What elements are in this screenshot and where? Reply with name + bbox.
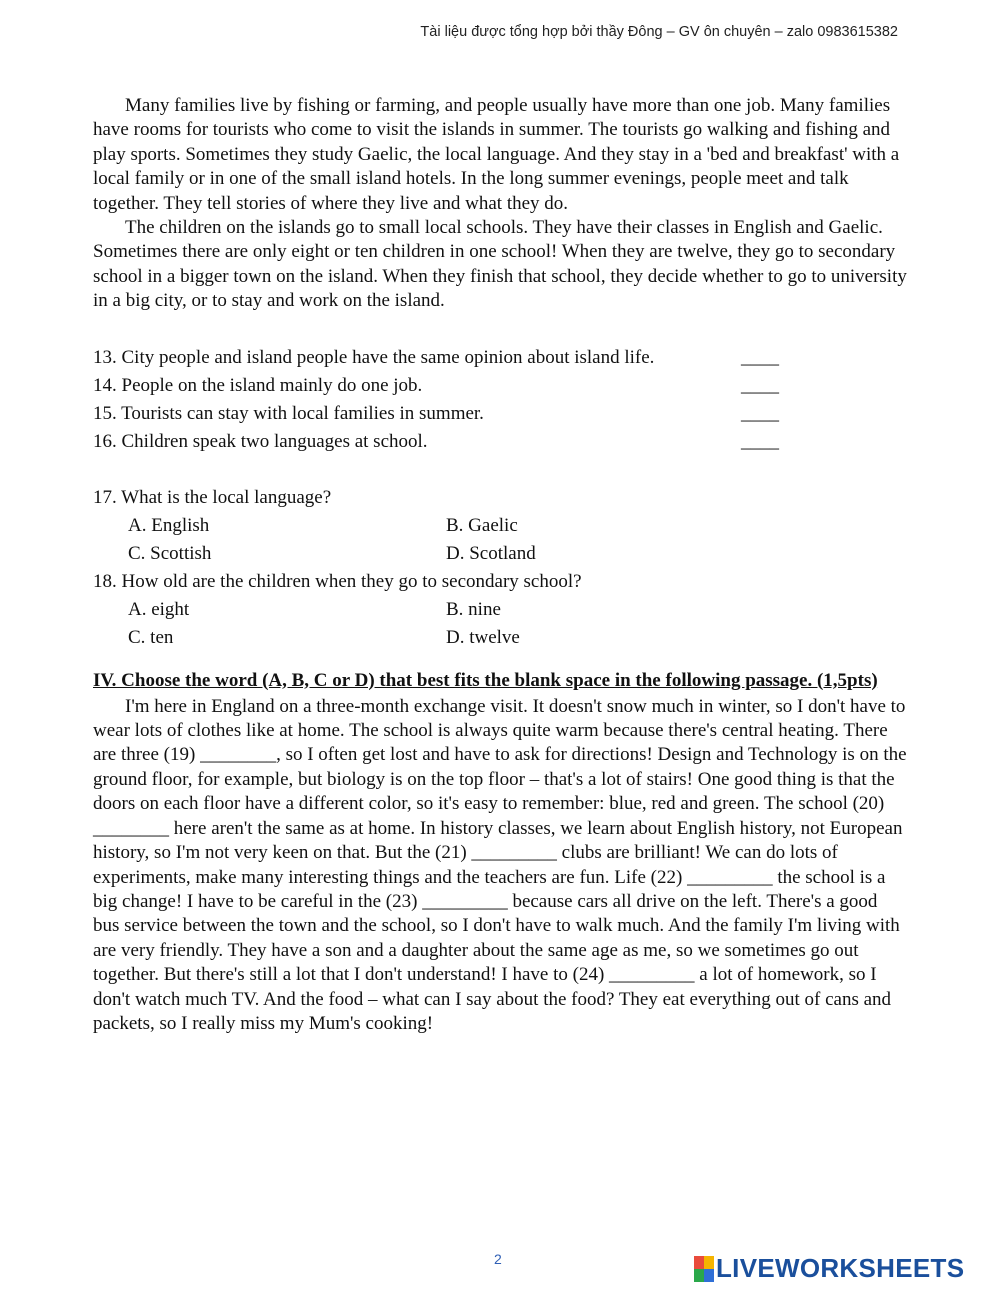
document-body — [93, 94, 908, 1036]
mc-options-row — [93, 512, 908, 540]
mc-option-b[interactable]: B. Gaelic — [446, 514, 518, 536]
page-header: Tài liệu được tổng hợp bởi thầy Đông – GV ôn chuyên – zalo 0983615382 — [420, 24, 898, 40]
tf-question-13 — [93, 344, 908, 372]
mc-options-row — [93, 540, 908, 568]
answer-blank[interactable]: ____ — [741, 374, 779, 396]
mc-question-18: 18. How old are the children when they go to secondary school? — [93, 570, 582, 592]
multiple-choice-questions — [93, 484, 908, 652]
tf-question-text: 14. People on the island mainly do one job. — [93, 374, 423, 396]
tf-question-14 — [93, 372, 908, 400]
mc-option-d[interactable]: D. Scotland — [446, 542, 536, 564]
tf-question-text: 16. Children speak two languages at school. — [93, 430, 428, 452]
liveworksheets-brand[interactable] — [694, 1253, 964, 1284]
section-4-passage: I'm here in England on a three-month exchange visit. It doesn't snow much in winter, so I don't have to wear lots of clothes like at home. The school is always quite warm because there's central heating. There are three (19) ________, so I often get lost and have to ask for directions! Design and Technology is on the ground floor, for example, but biology is on the top floor – that's a lot of stairs! One good thing is that the doors on each floor have a different color, so it's easy to remember: blue, red and green. The school (20) ________ here aren't the same as at home. In history classes, we learn about English history, not European history, so I'm not very keen on that. But the (21) _________ clubs are brilliant! We can do lots of experiments, make many interesting things and the teachers are fun. Life (22) _________ the school is a big change! I have to be careful in the (23) _________ because cars all drive on the left. There's a good bus service between the town and the school, so I don't have to walk much. And the family I'm living with are very friendly. They have a son and a daughter about the same age as me, so we sometimes go out together. But there's still a lot that I don't understand! I have to (24) _________ a lot of homework, so I don't watch much TV. And the food – what can I say about the food? They eat everything out of cans and packets, so I really miss my Mum's cooking! — [93, 695, 907, 1034]
mc-option-d[interactable]: D. twelve — [446, 626, 520, 648]
mc-option-a[interactable]: A. eight — [128, 598, 190, 620]
tf-question-text: 13. City people and island people have the same opinion about island life. — [93, 346, 655, 368]
tf-question-text: 15. Tourists can stay with local families in summer. — [93, 402, 484, 424]
true-false-questions — [93, 344, 908, 456]
answer-blank[interactable]: ____ — [741, 346, 779, 368]
answer-blank[interactable]: ____ — [741, 430, 779, 452]
mc-option-a[interactable]: A. English — [128, 514, 210, 536]
mc-option-c[interactable]: C. Scottish — [128, 542, 212, 564]
mc-question-17: 17. What is the local language? — [93, 486, 332, 508]
tf-question-16 — [93, 428, 908, 456]
passage-paragraph-2: The children on the islands go to small local schools. They have their classes in English and Gaelic. Sometimes there are only eight or ten children in one school! When they are twelve, they go to secondary school in a bigger town on the island. When they finish that school, they decide whether to go to university in a big city, or to stay and work on the island. — [93, 217, 907, 312]
section-4-title: IV. Choose the word (A, B, C or D) that best fits the blank space in the following passage. (1,5pts) — [93, 669, 878, 691]
mc-options-row — [93, 624, 908, 652]
brand-name: LIVEWORKSHEETS — [716, 1253, 965, 1283]
tf-question-15 — [93, 400, 908, 428]
mc-option-b[interactable]: B. nine — [446, 598, 501, 620]
passage-paragraph-1: Many families live by fishing or farming, and people usually have more than one job. Many families have rooms for tourists who come to visit the islands in summer. The tourists go walking and fishing and play sports. Sometimes they study Gaelic, the local language. And they stay in a 'bed and breakfast' with a local family or in one of the small island hotels. In the long summer evenings, people meet and talk together. They tell stories of where they live and what they do. — [93, 95, 900, 214]
mc-options-row — [93, 596, 908, 624]
liveworksheets-logo-icon — [694, 1256, 714, 1282]
answer-blank[interactable]: ____ — [741, 402, 779, 424]
mc-option-c[interactable]: C. ten — [128, 626, 174, 648]
page-number: 2 — [494, 1251, 502, 1267]
